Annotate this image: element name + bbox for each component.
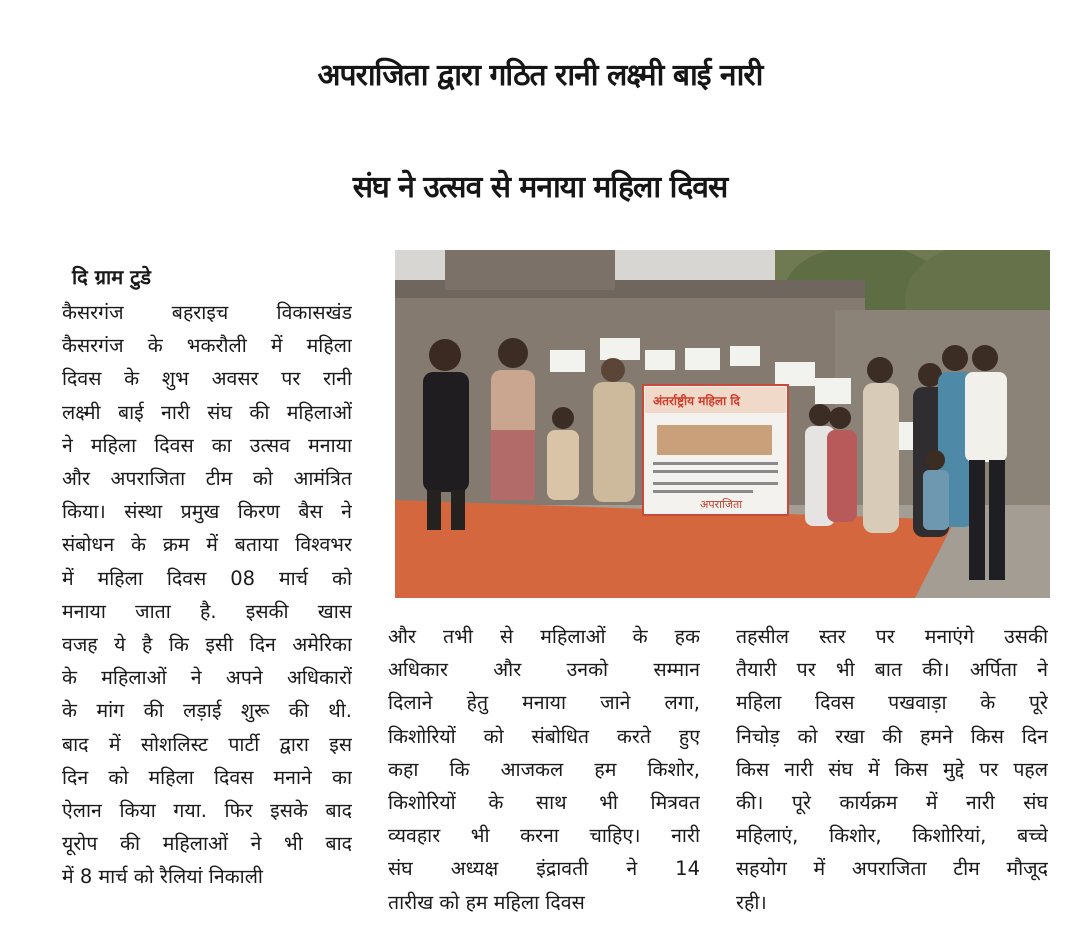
event-photo-illustration — [395, 250, 1050, 598]
article-line: बाद में सोशलिस्ट पार्टी द्वारा इस — [62, 732, 352, 756]
article-column-3 — [736, 620, 1048, 919]
article-line: व्यवहार भी करना चाहिए। नारी — [388, 824, 700, 848]
article-line: कैसरगंज बहराइच विकासखंड — [62, 301, 352, 324]
event-photo — [395, 250, 1050, 598]
article-line: में महिला दिवस 08 मार्च को — [62, 566, 352, 590]
article-line: अधिकार और उनको सम्मान — [388, 658, 700, 682]
article-line: ऐलान किया गया. फिर इसके बाद — [62, 799, 352, 823]
article-line: कहा कि आजकल हम किशोर, — [388, 757, 700, 781]
article-line: किस नारी संघ में किस मुद्दे पर पहल — [736, 757, 1048, 781]
byline: दि ग्राम टुडे — [72, 265, 151, 289]
article-line: यूरोप की महिलाओं ने भी बाद — [62, 832, 352, 856]
article-line: रही। — [736, 890, 767, 914]
article-line: लक्ष्मी बाई नारी संघ की महिलाओं — [62, 400, 352, 424]
article-line: में 8 मार्च को रैलियां निकाली — [62, 865, 263, 889]
article-line: दिन को महिला दिवस मनाने का — [62, 765, 352, 789]
article-column-2 — [388, 620, 700, 919]
article-line: किया। संस्था प्रमुख किरण बैस ने — [62, 500, 352, 524]
banner-title: अंतर्राष्ट्रीय महिला दि — [653, 394, 740, 408]
article-column-1 — [62, 296, 352, 894]
article-line: किशोरियों को संबोधित करते हुए — [388, 724, 700, 748]
article-line: तैयारी पर भी बात की। अर्पिता ने — [736, 658, 1048, 682]
article-line: मनाया जाता है. इसकी खास — [62, 599, 352, 623]
article-line: किशोरियों के साथ भी मित्रवत — [388, 791, 700, 815]
headline-line-2: संघ ने उत्सव से मनाया महिला दिवस — [352, 170, 728, 205]
article-line: महिलाएं, किशोर, किशोरियां, बच्चे — [736, 824, 1048, 848]
article-line: तारीख को हम महिला दिवस — [388, 890, 585, 914]
article-line: महिला दिवस पखवाड़ा के पूरे — [736, 691, 1048, 715]
article-line: संबोधन के क्रम में बताया विश्वभर — [62, 533, 352, 557]
article-line: के मांग की लड़ाई शुरू की थी. — [62, 699, 352, 723]
article-line: संघ अध्यक्ष इंद्रावती ने 14 — [388, 857, 700, 881]
article-line: और तभी से महिलाओं के हक — [388, 625, 700, 648]
article-line: कैसरगंज के भकरौली में महिला — [62, 334, 352, 358]
article-line: वजह ये है कि इसी दिन अमेरिका — [62, 633, 352, 657]
article-line: दिलाने हेतु मनाया जाने लगा, — [388, 691, 700, 715]
article-line: के महिलाओं ने अपने अधिकारों — [62, 666, 352, 690]
article-line: और अपराजिता टीम को आमंत्रित — [62, 467, 352, 491]
article-line: सहयोग में अपराजिता टीम मौजूद — [736, 857, 1048, 881]
banner-footer: अपराजिता — [700, 498, 743, 511]
article-line: निचोड़ को रखा की हमने किस दिन — [736, 724, 1048, 748]
article-line: की। पूरे कार्यक्रम में नारी संघ — [736, 791, 1048, 815]
headline-line-1: अपराजिता द्वारा गठित रानी लक्ष्मी बाई नारी — [317, 58, 763, 93]
article-line: तहसील स्तर पर मनाएंगे उसकी — [736, 625, 1048, 648]
article-line: दिवस के शुभ अवसर पर रानी — [62, 367, 352, 391]
article-line: ने महिला दिवस का उत्सव मनाया — [62, 433, 352, 457]
